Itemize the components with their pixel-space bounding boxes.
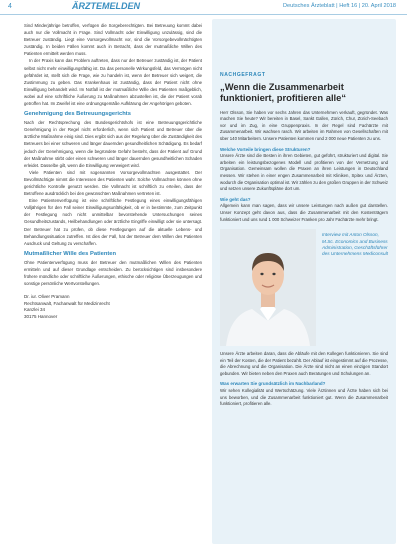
author-title: Rechtsanwalt, Fachanwalt für Medizinrecht <box>24 300 110 306</box>
interview-question: Welche Vorteile bringen diese Strukturen? <box>220 146 311 152</box>
page-header <box>0 0 407 16</box>
paragraph: Eine Patientenverfügung ist eine schriftliche Festlegung eines einwilligungsfähigen Volljährigen für den Fall seiner Einwilligungsunfähigkeit, ob er in bestimmte, zum Zeitpunkt der Festlegung noch nicht unmittelbar bevorstehende Untersuchungen seines Gesundheitszustands, Heilbehandlungen oder ärztliche Eingriffe einwilligt oder sie untersagt. Der Betreuer hat zu prüfen, ob diese Festlegungen auf die aktuelle Lebens- und Behandlungssituation zutreffen. Ist dies der Fall, hat der Betreuer dem Willen des Patienten Ausdruck und Geltung zu verschaffen. <box>24 198 202 246</box>
author-firm: Kanzlei 34 <box>24 307 46 313</box>
section-heading: Genehmigung des Betreuungsgerichts <box>24 111 131 118</box>
interview-box <box>212 19 396 544</box>
interview-intro: Herr Olsson, Sie haben vor sechs Jahren das Unternehmen verkauft, gegründet. Was machen Sie heute? Wir bereiten in Basel, Sankt Gallen, Zürich, Chur, Zürich-Seebach vor und im Zug, in eine Gruppenpraxis. In der Regel sind Fachärzte mit Zusammenarbeit. Wir wachsen rasch. Wir arbeiten im Rahmen von Gesellschaften mit über 140 Mitarbeitern. Unsere Patienten kommen rund 2 000 neue Patienten zu uns. <box>220 109 388 141</box>
page-number: 4 <box>8 3 12 10</box>
paragraph: Viele Patienten sind mit sogenannten Vorsorgevollmachten ausgestattet. Der Bevollmächtigte nimmt die Interessen des Patienten wahr. Solche Vollmachten können ohne gerichtliche Kontrolle genutzt werden. Die Vollmacht ist schriftlich zu erteilen, dass der Betroffene ausdrücklich bei den gewünschten Maßnahmen vertreten ist. <box>24 169 202 197</box>
author-city: 30175 Hannover <box>24 313 58 319</box>
portrait-illustration <box>220 229 316 346</box>
interview-answer: Unsere Ärzte arbeiten daran, dass die Abläufe mit den Kollegen funktionieren. Sie sind ein Teil der Kosten, die der Patient bezahlt. Der Ablauf ist eingestimmt auf die Prozesse, die Abrechnung und die Organisation. Die Ärzte sind nicht an einen einzigen Standort gebunden. Wir bieten neben den Praxen auch Beratungen und Schulungen an. <box>220 351 388 376</box>
portrait-photo <box>220 229 316 346</box>
paragraph: Nach der Rechtsprechung des Bundesgerichtshofs ist eine Betreuungsgerichtliche Genehmigung in der Regel nicht erforderlich, wenn sich Patient und Betreuer über die ärztliche Maßnahme einig sind. Dies ergibt sich aus der Regelung über die Zuständigkeit des Betreuers bei einer schweren und länger dauernden gesundheitlichen Schädigung. Es bedarf jedoch der Genehmigung, wenn die begründete Gefahr besteht, dass der Patient auf Grund der Maßnahme stirbt oder einen schweren und länger dauernden gesundheitlichen Schaden erleidet. Dasselbe gilt, wenn die Einwilligung verweigert wird. <box>24 120 202 168</box>
section-heading: Mutmaßlicher Wille des Patienten <box>24 250 117 257</box>
interview-answer: Unsere Ärzte sind die Besten in ihren Gebieten, gut geführt, strukturiert und digital. Sie arbeiten ein leistungsbezogenes Modell und profitieren von der Vernetzung und Organisation. Gemeinsam wollen die Praxen an ihren Leistungen in Deutschland messen. Wir stehen in einer engen Zusammenarbeit mit Kliniken, Spitex und Ärzten, wodurch die Organisation optimal ist. Wir zählen zu den großen Gruppen in der Schweiz und setzen unsere Zukunftspläne dort um. <box>220 153 388 192</box>
portrait-caption: Interview mit Anton Olsson, M.Sc. Economics and Business Administration, Geschäftsführer des Unternehmens Mediconsult <box>322 232 388 257</box>
issue-info: Deutsches Ärzteblatt | Heft 16 | 20. April 2018 <box>283 3 396 9</box>
interview-question: Wie geht das? <box>220 196 251 202</box>
author-name: Dr. iur. Oliver Pramann <box>24 294 70 300</box>
box-title: „Wenn die Zusammenarbeit funktioniert, profitieren alle“ <box>220 81 347 103</box>
interview-answer: Allgemein kann man sagen, dass wir unsere Leistungen nach außen gut darstellen. Unser Konzept geht davon aus, dass die Zusammenarbeit mit den Kostenträgern funktioniert und uns rund 1 000 Schweizer Franken pro Jahr Fachärzte mehr bringt. <box>220 203 388 222</box>
interview-question: Was erwarten Sie grundsätzlich im Nachbarland? <box>220 381 326 387</box>
portrait-row <box>220 229 388 346</box>
author-block <box>24 294 202 320</box>
interview-answer: Wir sehen Kollegialität und Wertschätzung. Viele Ärztinnen und Ärzte haben sich bei uns beworben, und die Zusammenarbeit funktioniert gut. Wenn die Zusammenarbeit funktioniert, profitieren alle. <box>220 388 388 407</box>
paragraph: Ohne Patientenverfügung muss der Betreuer den mutmaßlichen Willen des Patienten ermitteln und auf dieser Grundlage entscheiden. Zu berücksichtigen sind insbesondere frühere mündliche oder schriftliche Äußerungen, ethische oder religiöse Überzeugungen und sonstige persönliche Wertvorstellungen. <box>24 259 202 287</box>
publication-logo: ÄRZTEMELDEN <box>72 1 140 11</box>
header-divider <box>0 14 407 15</box>
box-kicker: NACHGEFRAGT <box>220 72 266 78</box>
article-left-column <box>24 22 202 321</box>
paragraph: In der Praxis kann das Problem auftreten, dass nur der Betreuer zuständig ist, der Patient selbst nicht mehr einwilligungsfähig ist. Da das personelle Wirkungsfeld, das Vermögen nicht gefährdet ist, stellt sich die Frage, wie zu handeln ist, wenn der Betreuer sich weigert, die Zustimmung zu geben. Das Krankenhaus ist zuständig, dass der Patient nicht ohne Einwilligung behandelt wird. Im Notfall ist der mutmaßliche Wille des Patienten maßgeblich, wobei auf eine schriftliche Äußerung zu Maßnahmen abzustellen ist, die der Patient vorab getroffen hat. Im Zweifel ist eine ordnungsgemäße Aufklärung der Angehörigen geboten. <box>24 58 202 107</box>
paragraph: Sind Minderjährige betroffen, verfügen die Sorgeberechtigten. Bei Betreuung kommt dabei auch nur die Vollmacht in Frage. Sind Vollmacht oder Einwilligung unzulässig, sind die Betreuer zuständig. Liegt eine Vorsorgevollmacht vor, sind die Vorsorgebevollmächtigten zuständig. In beiden Fällen kommt auch in Betracht, dass der mutmaßliche Willen des Patienten ermittelt werden muss. <box>24 23 202 57</box>
